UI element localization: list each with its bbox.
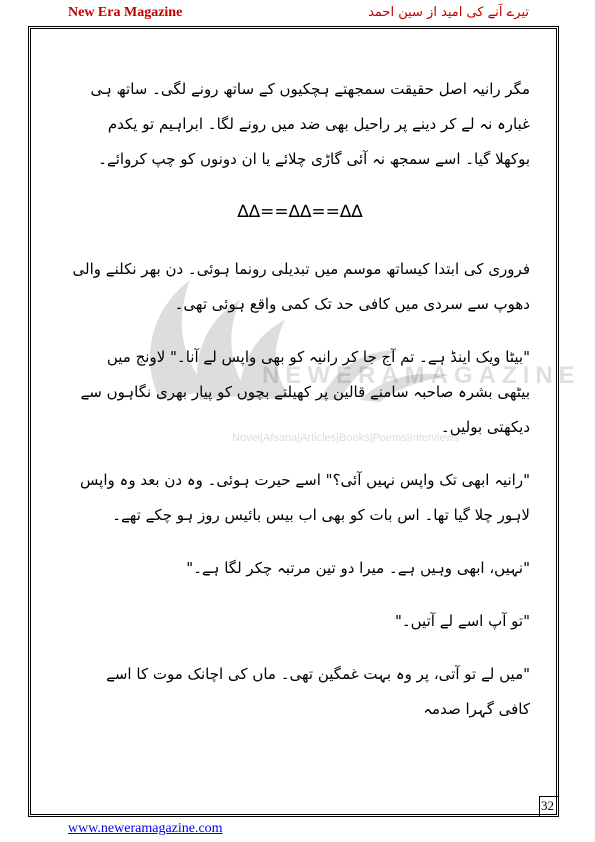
paragraph: "میں لے تو آتی، پر وہ بہت غمگین تھی۔ ماں کی اچانک موت کا اسے کافی گہرا صدمہ bbox=[106, 665, 530, 718]
paragraph: "تو آپ اسے لے آتیں۔" bbox=[394, 612, 530, 630]
paragraph: "بیٹا ویک اینڈ ہے۔ تم آج جا کر رانیہ کو بھی واپس لے آنا۔" لاونج میں بیٹھی بشرہ صاحبہ سامنے قالین پر کھیلتے بچوں کو پیار بھری نگاہوں سے دیکھتی بولیں۔ bbox=[80, 348, 530, 436]
page-number: 32 bbox=[541, 798, 554, 813]
story-body bbox=[70, 72, 530, 727]
paragraph: مگر رانیہ اصل حقیقت سمجھتے ہچکیوں کے ساتھ رونے لگی۔ ساتھ ہی غبارہ نہ لے کر دینے پر راحیل بھی ضد میں رونے لگا۔ ابراہیم تو یکدم بوکھلا گیا۔ اسے سمجھ نہ آئی گاڑی چلائے یا ان دونوں کو چپ کروائے۔ bbox=[90, 80, 530, 168]
paragraph: "نہیں، ابھی وہیں ہے۔ میرا دو تین مرتبہ چکر لگا ہے۔" bbox=[186, 559, 530, 577]
magazine-name: New Era Magazine bbox=[68, 5, 183, 20]
section-separator: ∆∆==∆∆==∆∆ bbox=[237, 202, 363, 222]
paragraph: فروری کی ابتدا کیساتھ موسم میں تبدیلی رونما ہوئی۔ دن بھر نکلنے والی دھوپ سے سردی میں کافی حد تک کمی واقع ہوئی تھی۔ bbox=[72, 260, 530, 313]
paragraph: "رانیہ ابھی تک واپس نہیں آئی؟" اسے حیرت ہوئی۔ وہ دن بعد وہ واپس لاہور چلا گیا تھا۔ اس بات کو بھی اب بیس بائیس روز ہو چکے تھے۔ bbox=[80, 471, 530, 524]
footer-link[interactable]: www.neweramagazine.com bbox=[68, 821, 223, 836]
watermark-brand: NEWERAMAGAZINE bbox=[262, 362, 581, 389]
watermark-tagline: Novel|Afsana|Articles|Books|Poems|Interviews bbox=[232, 432, 460, 444]
story-title: تیرے آنے کی امید از سین احمد bbox=[368, 5, 529, 20]
